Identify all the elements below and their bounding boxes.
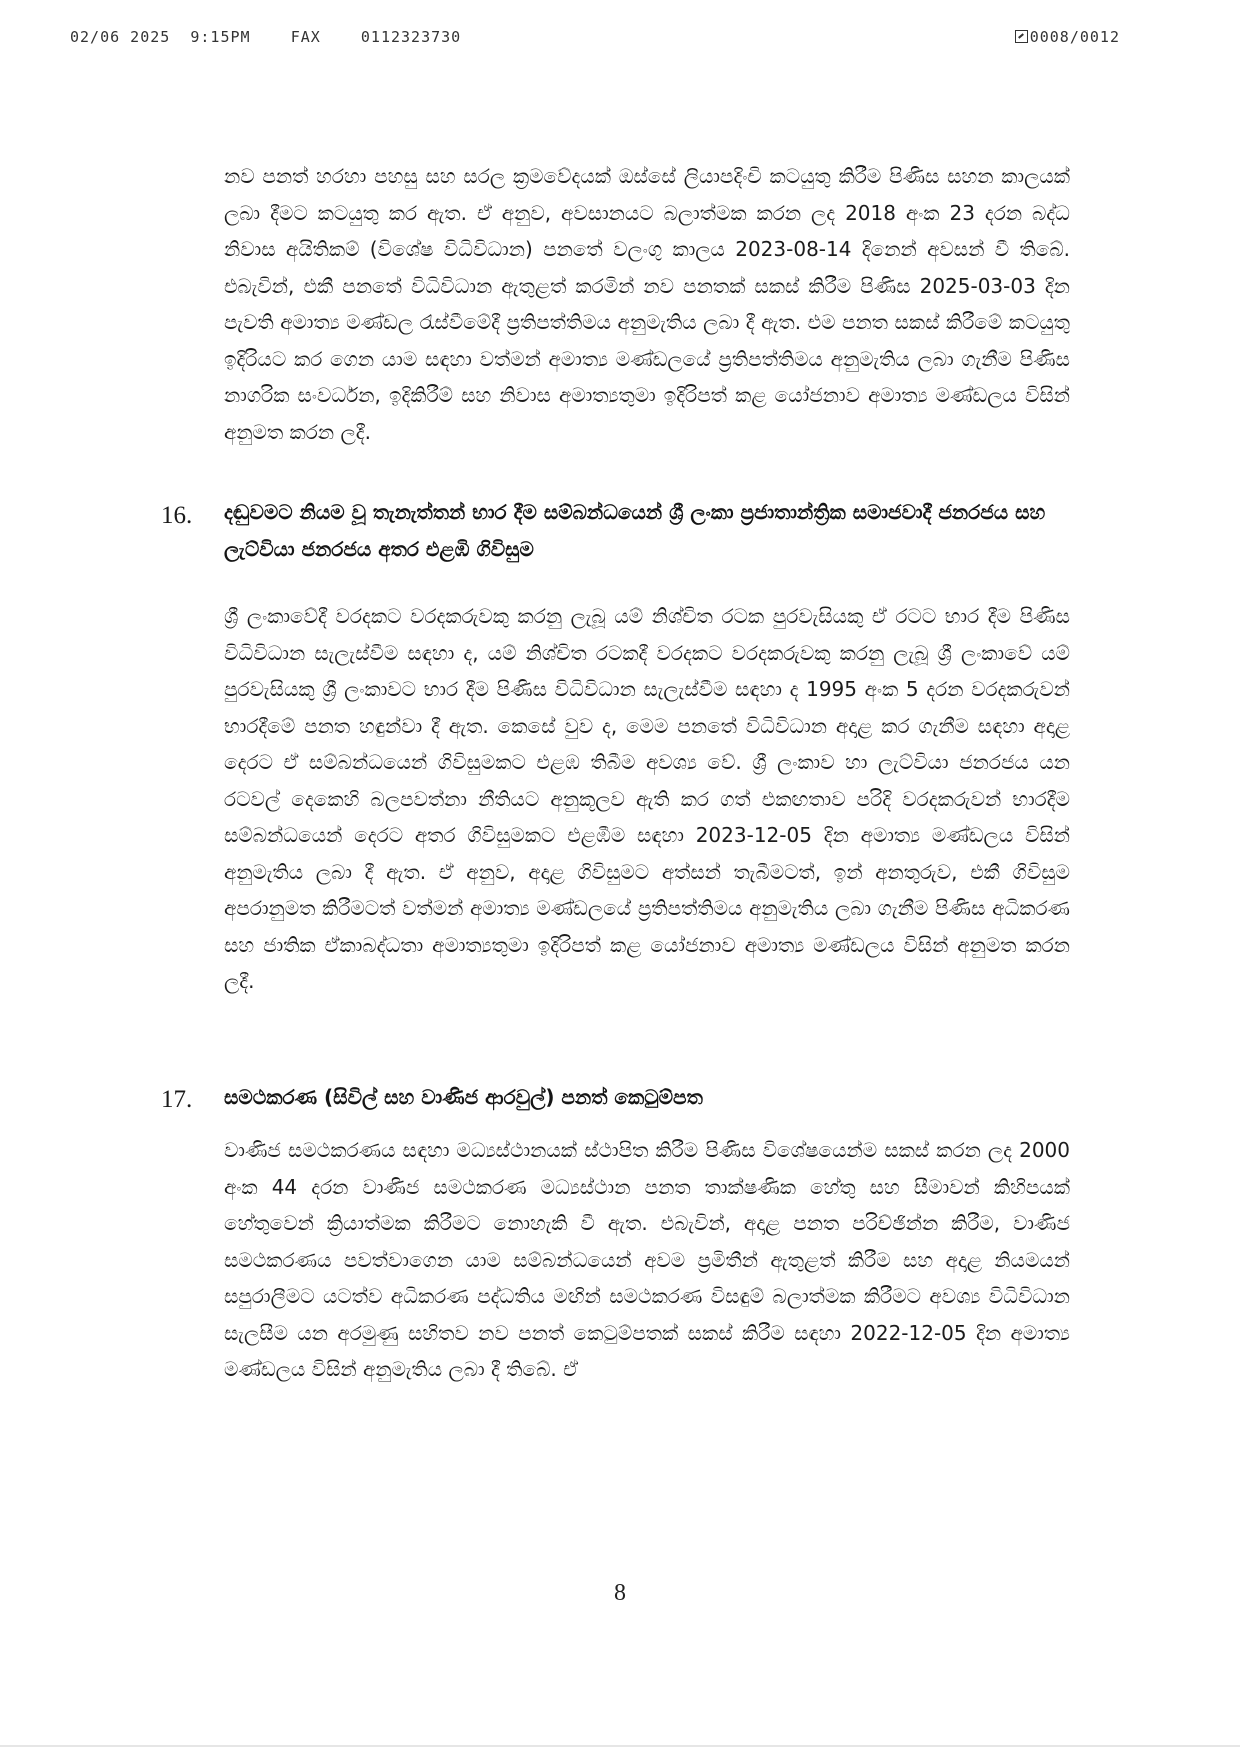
item-body-17: වාණිජ සමථකරණය සඳහා මධ්‍යස්ථානයක් ස්ථාපිත කිරීම පිණිස විශේෂයෙන්ම සකස් කරන ලද 2000 අංක 44 දරන වාණිජ සමථකරණ මධ්‍යස්ථාන පනත තාක්ෂණික හේතු සහ සීමාවන් කිහිපයක් හේතුවෙන් ක්‍රියාත්මක කිරීමට නොහැකි වී ඇත. එබැවින්, අදාළ පනත පරිච්ඡින්න කිරීම, වාණිජ සමථකරණය පවත්වාගෙන යාම සම්බන්ධයෙන් අවම ප්‍රමිතීන් ඇතුළත් කිරීම සහ අදාළ නියමයන් සපුරාලීමට යටත්ව අධිකරණ පද්ධතිය මඟින් සමථකරණ විසඳුම් බලාත්මක කිරීමට අවශ්‍ය විධිවිධාන සැලසීම යන අරමුණු සහිතව නව පනත් කෙටුම්පතක් සකස් කිරීම සඳහා 2022-12-05 දින අමාත්‍ය මණ්ඩලය විසින් අනුමැතිය ලබා දී තිබේ. ඒ bbox=[224, 1138, 1070, 1381]
fax-label: FAX bbox=[290, 28, 321, 46]
item-heading-16: දඬුවමට නියම වූ තැනැත්තන් භාර දීම සම්බන්ධයෙන් ශ්‍රී ලංකා ප්‍රජාතාන්ත්‍රික සමාජවාදී ජනරජය සහ ලැට්වියා ජනරජය අතර එළඹි ගිවිසුම bbox=[224, 500, 1046, 561]
page-number: 8 bbox=[614, 1580, 626, 1606]
fax-header bbox=[70, 28, 1120, 52]
fax-page-counter-text: 0008/0012 bbox=[1029, 28, 1120, 46]
scan-edge-divider bbox=[0, 1745, 1240, 1747]
intro-paragraph: නව පනත් හරහා පහසු සහ සරල ක්‍රමවේදයක් ඔස්සේ ලියාපදිංචි කටයුතු කිරීම පිණිස සහන කාලයක් ලබා දීමට කටයුතු කර ඇත. ඒ අනුව, අවසානයට බලාත්මක කරන ලද 2018 අංක 23 දරන බද්ධ නිවාස අයිතිකම් (විශේෂ විධිවිධාන) පනතේ වලංගු කාලය 2023-08-14 දිනෙන් අවසන් වී තිබේ. එබැවින්, එකී පනතේ විධිවිධාන ඇතුළත් කරමින් නව පනතක් සකස් කිරීම පිණිස 2025-03-03 දින පැවති අමාත්‍ය මණ්ඩල රැස්වීමේදී ප්‍රතිපත්තිමය අනුමැතිය ලබා දී ඇත. එම පනත සකස් කිරීමේ කටයුතු ඉදිරියට කර ගෙන යාම සඳහා වත්මන් අමාත්‍ය මණ්ඩලයේ ප්‍රතිපත්තිමය අනුමැතිය ලබා ගැනීම පිණිස නාගරික සංවර්ධන, ඉදිකිරීම් සහ නිවාස අමාත්‍යතුමා ඉදිරිපත් කළ යෝජනාව අමාත්‍ය මණ්ඩලය විසින් අනුමත කරන ලදී. bbox=[224, 164, 1070, 444]
fax-date: 02/06 2025 bbox=[70, 28, 171, 46]
fax-page-counter bbox=[1015, 28, 1120, 46]
item-number-17: 17. bbox=[161, 1086, 193, 1113]
fax-number: 0112323730 bbox=[360, 28, 462, 46]
fax-transmission-info bbox=[70, 28, 461, 46]
item-number-16: 16. bbox=[161, 502, 193, 529]
item-body-16: ශ්‍රී ලංකාවේදී වරදකට වරදකරුවකු කරනු ලැබූ යම් නිශ්චිත රටක පුරවැසියකු ඒ රටට භාර දීම පිණිස විධිවිධාන සැලැස්වීම සඳහා ද, යම් නිශ්චිත රටකදී වරදකට වරදකරුවකු කරනු ලැබූ ශ්‍රී ලංකාවේ යම් පුරවැසියකු ශ්‍රී ලංකාවට භාර දීම පිණිස විධිවිධාන සැලැස්වීම සඳහා ද 1995 අංක 5 දරන වරදකරුවන් භාරදීමේ පනත හඳුන්වා දී ඇත. කෙසේ වුව ද, මෙම පනතේ විධිවිධාන අදාළ කර ගැනීම සඳහා අදාළ දෙරට ඒ සම්බන්ධයෙන් ගිවිසුමකට එළඹ තිබීම අවශ්‍ය වේ. ශ්‍රී ලංකාව හා ලැට්වියා ජනරජය යන රටවල් දෙකෙහි බලපවත්නා නීතියට අනුකූලව ඇති කර ගත් එකඟතාව පරිදි වරදකරුවන් භාරදීම සම්බන්ධයෙන් දෙරට අතර ගිවිසුමකට එළඹීම සඳහා 2023-12-05 දින අමාත්‍ය මණ්ඩලය විසින් අනුමැතිය ලබා දී ඇත. ඒ අනුව, අදාළ ගිවිසුමට අත්සන් තැබීමටත්, ඉන් අනතුරුව, එකී ගිවිසුම අපරානුමත කිරීමටත් වත්මන් අමාත්‍ය මණ්ඩලයේ ප්‍රතිපත්තිමය අනුමැතිය ලබා ගැනීම පිණිස අධිකරණ සහ ජාතික ඒකාබද්ධතා අමාත්‍යතුමා ඉදිරිපත් කළ යෝජනාව අමාත්‍ය මණ්ඩලය විසින් අනුමත කරන ලදී. bbox=[224, 604, 1070, 993]
fax-time: 9:15PM bbox=[190, 28, 251, 46]
item-heading-17: සමථකරණ (සිවිල් සහ වාණිජ ආරවුල්) පනත් කෙටුම්පත bbox=[224, 1085, 703, 1109]
checkbox-icon bbox=[1015, 30, 1028, 43]
